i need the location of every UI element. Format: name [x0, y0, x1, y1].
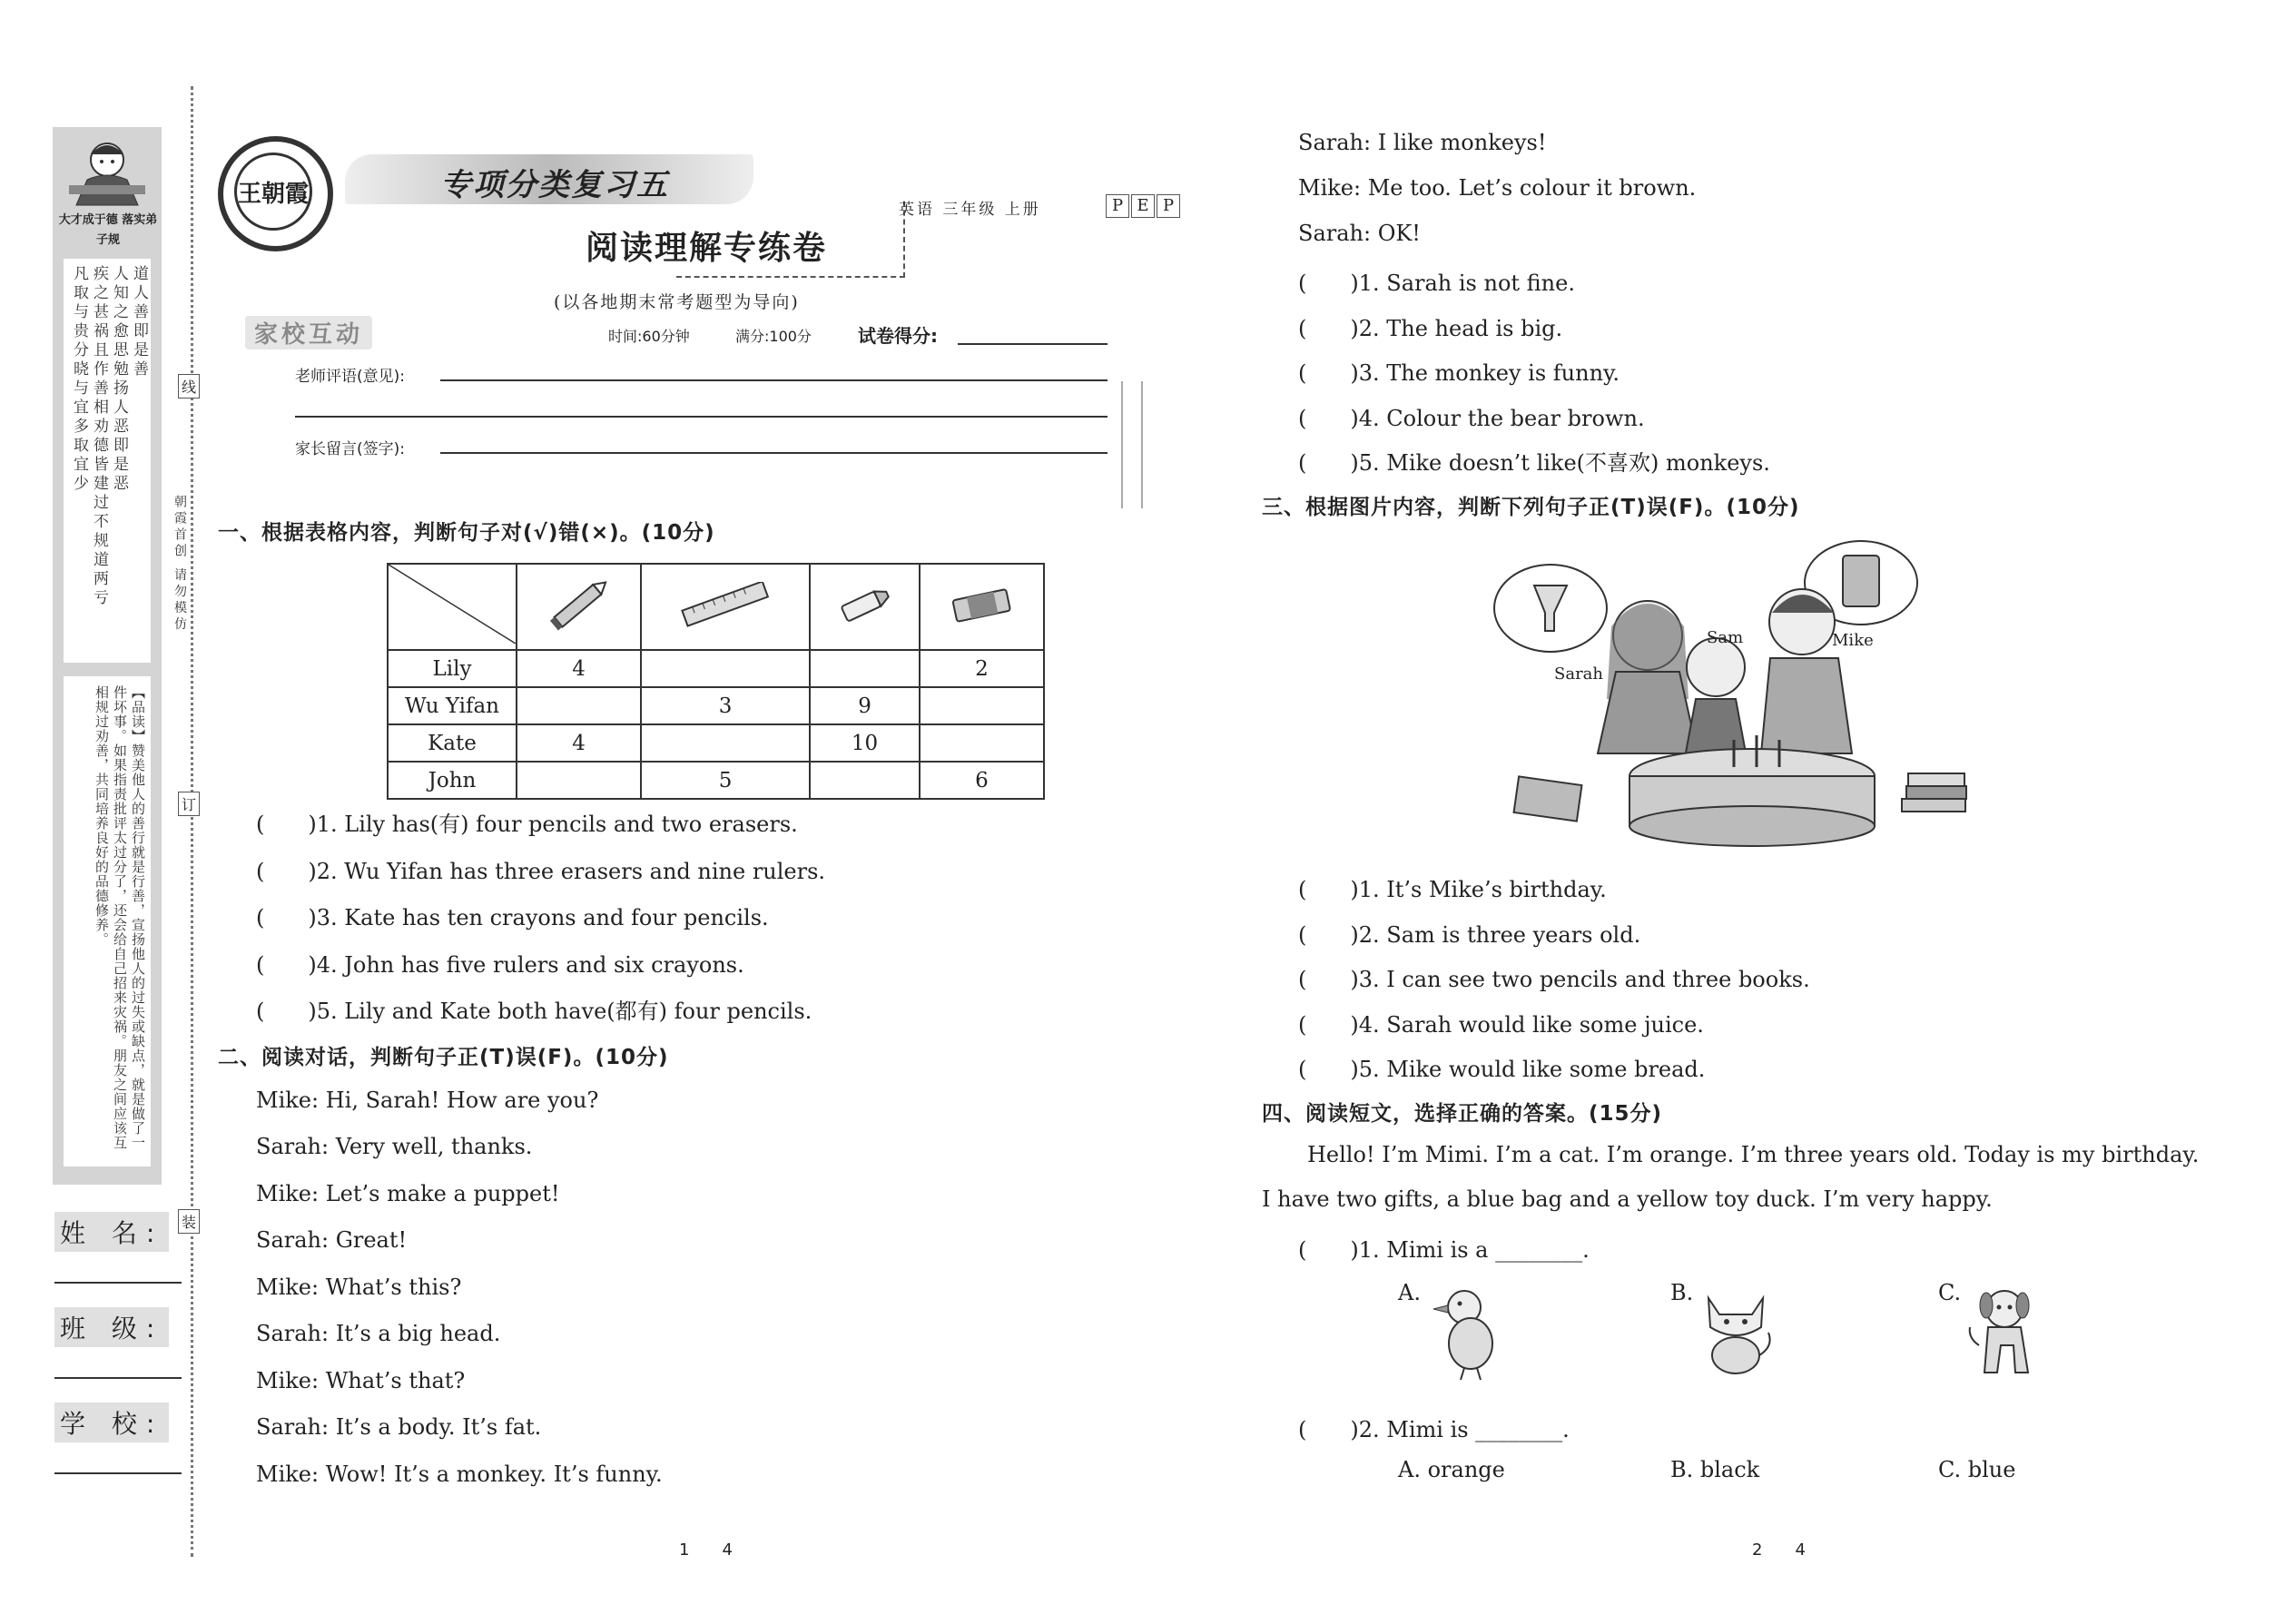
title-connector [676, 202, 905, 278]
section3-title: 三、根据图片内容，判断下列句子正(T)误(F)。(10分) [1262, 496, 1800, 519]
full-score: 满分:100分 [735, 328, 812, 345]
table-corner [388, 564, 517, 650]
cut-line [191, 86, 193, 1557]
table-cell [517, 687, 641, 724]
eraser-icon [945, 582, 1018, 627]
dialogue-line: Sarah: Great! [256, 1227, 408, 1253]
s1-item-3[interactable]: ( )3. Kate has ten crayons and four pencils. [256, 905, 769, 930]
s2-item-4[interactable]: ( )4. Colour the bear brown. [1298, 406, 1645, 431]
time-limit: 时间:60分钟 [608, 328, 690, 345]
pep-letter: P [1157, 194, 1180, 218]
school-label: 学 校: [54, 1403, 169, 1442]
verse-columns [69, 265, 149, 664]
dialogue-line: Sarah: It’s a body. It’s fat. [256, 1414, 542, 1440]
cut-mark-zhuang: 装 [178, 1209, 200, 1234]
section2-title: 二、阅读对话，判断句子正(T)误(F)。(10分) [218, 1046, 669, 1069]
verse-line: 扬人恶 [110, 379, 128, 437]
name-field[interactable] [54, 1282, 182, 1284]
cat-icon[interactable] [1698, 1287, 1775, 1382]
dialogue-line: Sarah: I like monkeys! [1298, 130, 1547, 155]
verse-line: 愈思勉 [110, 322, 128, 379]
section1-table [387, 563, 1045, 800]
school-field[interactable] [54, 1472, 182, 1474]
table-cell: 5 [641, 762, 810, 799]
section1-title: 一、根据表格内容，判断句子对(√)错(×)。(10分) [218, 521, 715, 545]
class-label: 班 级: [54, 1307, 169, 1347]
duck-icon[interactable] [1430, 1282, 1502, 1385]
home-school-label: 家校互动 [245, 316, 372, 349]
verse-line: 德皆建 [90, 437, 108, 494]
s1-item-1[interactable]: ( )1. Lily has(有) four pencils and two erasers. [256, 812, 798, 837]
verse-line: 道人善 [130, 265, 148, 322]
option-blue[interactable]: C. blue [1938, 1457, 2016, 1482]
dialogue-line: Sarah: It’s a big head. [256, 1321, 501, 1346]
table-cell [641, 724, 810, 762]
name-label: 姓 名: [54, 1212, 169, 1252]
pencil-icon [543, 573, 615, 636]
verse-line: 与宜多 [70, 379, 88, 437]
s3-item-5[interactable]: ( )5. Mike would like some bread. [1298, 1057, 1706, 1082]
verse-line: 善相劝 [90, 379, 108, 437]
verse-line: 人知之 [110, 265, 128, 322]
dialogue-line: Mike: Me too. Let’s colour it brown. [1298, 175, 1697, 201]
table-cell: 10 [810, 724, 920, 762]
row-name: John [388, 762, 517, 799]
option-orange[interactable]: A. orange [1398, 1457, 1505, 1482]
s1-item-5[interactable]: ( )5. Lily and Kate both have(都有) four pencils. [256, 999, 812, 1024]
verse-line: 疾之甚 [90, 265, 108, 322]
row-name: Lily [388, 650, 517, 687]
cut-mark-line: 线 [178, 374, 200, 399]
dialogue-line: Mike: Wow! It’s a monkey. It’s funny. [256, 1462, 663, 1487]
logo-text: 王朝霞 [234, 153, 312, 231]
option-black[interactable]: B. black [1670, 1457, 1760, 1482]
teacher-comment-field[interactable] [440, 379, 1108, 381]
header-pencil [517, 564, 641, 650]
table-cell [920, 724, 1044, 762]
pindu-text: 【品读】赞美他人的善行就是行善，宣扬他人的过失或缺点，就是做了一件坏事。如果指责批评太过分了，还会给自己招来灾祸。朋友之间应该互相规过劝善，共同培养良好的品德修养。 [94, 685, 146, 1150]
side-note: 朝霞首创 请勿模仿 [172, 495, 187, 634]
table-cell: 9 [810, 687, 920, 724]
s4-question-1[interactable]: ( )1. Mimi is a ________. [1298, 1237, 1590, 1263]
label-mike: Mike [1832, 631, 1874, 650]
birthday-illustration [1489, 536, 1997, 853]
row-name: Kate [388, 724, 517, 762]
teacher-comment-label: 老师评语(意见): [295, 368, 405, 386]
parent-comment-label: 家长留言(签字): [295, 440, 405, 458]
page-number-left: 1 4 [679, 1540, 733, 1560]
class-field[interactable] [54, 1377, 182, 1379]
row-name: Wu Yifan [388, 687, 517, 724]
passage-line-1: Hello! I’m Mimi. I’m a cat. I’m orange. I’m three years old. Today is my birthday. [1307, 1142, 2200, 1167]
table-cell [810, 762, 920, 799]
s2-item-3[interactable]: ( )3. The monkey is funny. [1298, 360, 1620, 386]
dialogue-line: Sarah: Very well, thanks. [256, 1134, 533, 1159]
verse-line: 凡取与 [70, 265, 88, 322]
verse-line: 即是恶 [110, 437, 128, 494]
verse-line: 贵分晓 [70, 322, 88, 379]
pep-letter: E [1131, 194, 1155, 218]
verse-line: 取宜少 [70, 437, 88, 494]
table-cell: 6 [920, 762, 1044, 799]
pep-letter: P [1106, 194, 1129, 218]
section4-title: 四、阅读短文，选择正确的答案。(15分) [1262, 1102, 1663, 1126]
motto-top: 大才成于德 落实弟子规 [58, 213, 158, 247]
table-cell [517, 762, 641, 799]
header-ruler [641, 564, 810, 650]
score-field[interactable] [958, 343, 1108, 345]
table-cell [641, 650, 810, 687]
table-cell [810, 650, 920, 687]
verse-line: 过不规 [90, 494, 108, 551]
s1-item-4[interactable]: ( )4. John has five rulers and six crayons. [256, 952, 744, 978]
verse-line: 祸且作 [90, 322, 108, 379]
table-cell [920, 687, 1044, 724]
page-number-right: 2 4 [1752, 1540, 1806, 1560]
score-label: 试卷得分: [858, 325, 938, 347]
label-sam: Sam [1707, 628, 1744, 647]
dialogue-line: Mike: What’s this? [256, 1275, 462, 1300]
s1-item-2[interactable]: ( )2. Wu Yifan has three erasers and nine rulers. [256, 859, 826, 884]
teacher-comment-field-2[interactable] [295, 416, 1108, 418]
cut-mark-ding: 订 [178, 792, 200, 816]
s3-item-2[interactable]: ( )2. Sam is three years old. [1298, 922, 1641, 948]
label-sarah: Sarah [1554, 664, 1603, 684]
subject-label: 英语 三年级 上册 [899, 201, 1041, 219]
ruler-icon [675, 582, 775, 627]
option-b-label[interactable]: B. [1670, 1280, 1694, 1305]
dialogue-line: Mike: Let’s make a puppet! [256, 1181, 560, 1206]
dialogue-line: Mike: Hi, Sarah! How are you? [256, 1088, 599, 1113]
main-title: 阅读理解专练卷 [586, 229, 828, 267]
pep-badge [1106, 194, 1182, 218]
option-a-label[interactable]: A. [1398, 1280, 1421, 1305]
mascot-illustration [64, 134, 151, 207]
verse-line: 道两亏 [90, 551, 108, 608]
header-eraser [920, 564, 1044, 650]
table-cell: 2 [920, 650, 1044, 687]
option-c-label[interactable]: C. [1938, 1280, 1962, 1305]
header-crayon [810, 564, 920, 650]
s2-item-5[interactable]: ( )5. Mike doesn’t like(不喜欢) monkeys. [1298, 450, 1770, 476]
dog-icon[interactable] [1961, 1282, 2043, 1385]
series-title: 专项分类复习五 [440, 167, 669, 203]
passage-line-2: I have two gifts, a blue bag and a yellow toy duck. I’m very happy. [1262, 1186, 1993, 1212]
dialogue-line: Mike: What’s that? [256, 1368, 466, 1393]
s3-item-3[interactable]: ( )3. I can see two pencils and three books. [1298, 967, 1810, 992]
table-cell: 4 [517, 724, 641, 762]
table-cell: 4 [517, 650, 641, 687]
guide-note: (以各地期末常考题型为导向) [554, 292, 800, 312]
verse-line: 即是善 [130, 322, 148, 379]
dialogue-line: Sarah: OK! [1298, 221, 1421, 246]
s4-question-2[interactable]: ( )2. Mimi is ________. [1298, 1417, 1570, 1442]
s3-item-4[interactable]: ( )4. Sarah would like some juice. [1298, 1012, 1704, 1038]
s2-item-1[interactable]: ( )1. Sarah is not fine. [1298, 271, 1575, 296]
table-cell: 3 [641, 687, 810, 724]
s2-item-2[interactable]: ( )2. The head is big. [1298, 316, 1563, 341]
s3-item-1[interactable]: ( )1. It’s Mike’s birthday. [1298, 877, 1607, 902]
parent-comment-field[interactable] [440, 452, 1108, 454]
crayon-icon [833, 582, 897, 627]
header-deco-lines [1121, 381, 1143, 508]
